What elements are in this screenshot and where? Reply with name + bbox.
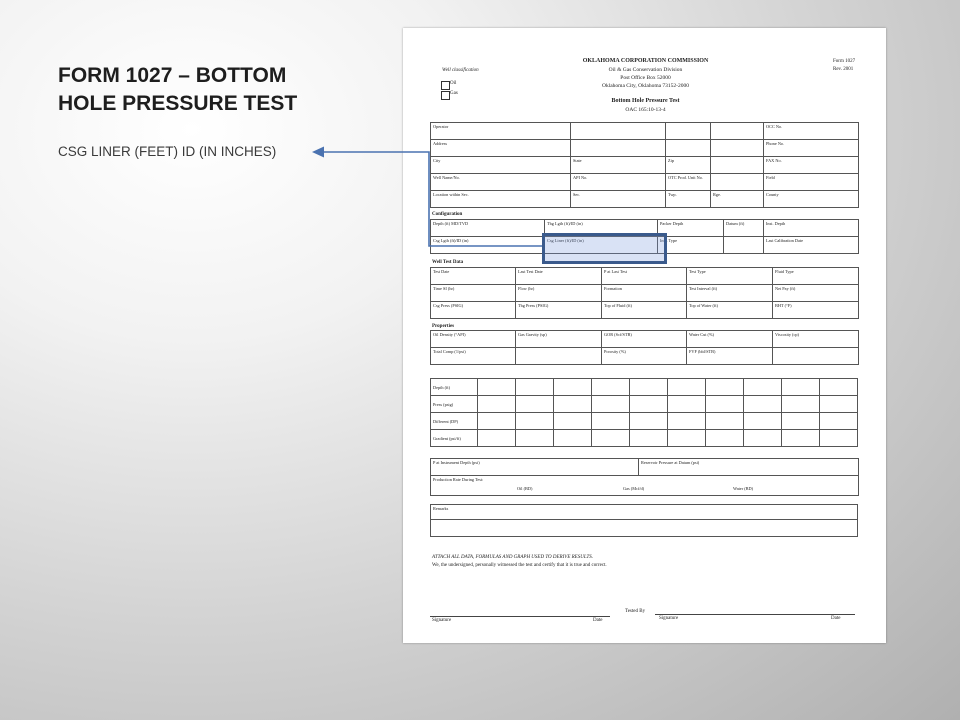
form-field-cell: Last Calibration Date: [764, 237, 859, 254]
remarks-label: Remarks: [431, 505, 858, 520]
form-field-cell: Last Test Date: [516, 268, 602, 285]
callout-arrow-line: [322, 152, 542, 246]
form-field-cell: Sec.: [571, 191, 666, 208]
form-field-cell: Fluid Type: [773, 268, 859, 285]
properties-heading: Properties: [432, 324, 455, 329]
gas-rate-label: Gas (Mcf/d): [623, 486, 645, 491]
callout-arrow-head-icon: [312, 147, 324, 158]
form-field-cell: Depth (ft) MD/TVD: [431, 220, 545, 237]
p-instrument-depth-cell: P at Instrument Depth (psi): [431, 459, 639, 476]
form-field-cell: Test Type: [687, 268, 773, 285]
form-field-cell: P at Last Test: [602, 268, 687, 285]
form-field-cell: Address: [431, 140, 571, 157]
commission-name: OKLAHOMA CORPORATION COMMISSION: [582, 58, 709, 64]
form-field-cell: Field: [764, 174, 859, 191]
form-field-cell: Zip: [666, 157, 711, 174]
water-rate-label: Water (BD): [733, 486, 754, 491]
date-label-right: Date: [831, 616, 841, 621]
oil-rate-label: Oil (BD): [517, 486, 533, 491]
form-field-cell: GOR (Scf/STB): [602, 331, 687, 348]
grid-row-label: Depth (ft): [431, 379, 478, 396]
grid-row-label: Press (psig): [431, 396, 478, 413]
form-field-cell: County: [764, 191, 859, 208]
form-field-cell: Time SI (hr): [431, 285, 516, 302]
form-field-cell: Datum (ft): [724, 220, 764, 237]
form-field-cell: FAX No.: [764, 157, 859, 174]
form-field-cell: Test Interval (ft): [687, 285, 773, 302]
slide-title-line2: HOLE PRESSURE TEST: [58, 92, 298, 115]
form-field-cell: Phone No.: [764, 140, 859, 157]
attach-note: ATTACH ALL DATA, FORMULAS AND GRAPH USED TO DERIVE RESULTS.: [432, 555, 594, 560]
tested-by-label: Tested By: [625, 609, 646, 614]
form-field-cell: API No.: [571, 174, 666, 191]
city-address: Oklahoma City, Oklahoma 73152-2000: [601, 83, 690, 89]
reservoir-pressure-cell: Reservoir Pressure at Datum (psi): [639, 459, 859, 476]
form-field-cell: FVF (bbl/STB): [687, 348, 773, 365]
callout-label: CSG LINER (FEET) ID (IN INCHES): [58, 144, 277, 159]
form-field-cell: Well Name/No.: [431, 174, 571, 191]
production-rate-label: Production Rate During Test:: [433, 477, 484, 482]
form-field-cell: Operator: [431, 123, 571, 140]
gas-label: Gas: [450, 91, 458, 96]
date-label-left: Date: [593, 618, 603, 623]
form-field-cell: Csg Liner (ft)/ID (in): [545, 237, 658, 254]
oil-label: Oil: [450, 81, 457, 86]
certify-statement: We, the undersigned, personally witnessed the test and certify that it is true and correct.: [432, 563, 607, 568]
form-field-cell: Test Date: [431, 268, 516, 285]
form-field-cell: Csg Lgth (ft)/ID (in): [431, 237, 545, 254]
grid-row-label: Gradient (psi/ft): [431, 430, 478, 447]
form-field-cell: Formation: [602, 285, 687, 302]
form-field-cell: Csg Press (PSIG): [431, 302, 516, 319]
slide-title-line1: FORM 1027 – BOTTOM: [58, 64, 287, 87]
form-field-cell: OTC Prod. Unit No.: [666, 174, 711, 191]
form-field-cell: Tbg Press (PSIG): [516, 302, 602, 319]
grid-row-label: Different (DP): [431, 413, 478, 430]
well-classification-label: Well classification: [442, 68, 479, 73]
well-test-heading: Well Test Data: [432, 260, 464, 265]
form-field-cell: OCC No.: [764, 123, 859, 140]
form-field-cell: Flow (hr): [516, 285, 602, 302]
form-field-cell: Twp.: [666, 191, 711, 208]
form-field-cell: Oil Density (°API): [431, 331, 516, 348]
form-field-cell: Inst. Type: [658, 237, 724, 254]
form-field-cell: Packer Depth: [658, 220, 724, 237]
form-field-cell: Gas Gravity (sp): [516, 331, 602, 348]
form-field-cell: Top of Fluid (ft): [602, 302, 687, 319]
form-field-cell: Total Comp (1/psi): [431, 348, 516, 365]
form-field-cell: Water Cut (%): [687, 331, 773, 348]
form-field-cell: Porosity (%): [602, 348, 687, 365]
configuration-heading: Configuration: [432, 212, 463, 217]
form-field-cell: Tbg Lgth (ft)/ID (in): [545, 220, 658, 237]
form-field-cell: Inst. Depth: [764, 220, 859, 237]
form-field-cell: BHT (°F): [773, 302, 859, 319]
po-box: Post Office Box 52000: [620, 75, 671, 81]
oac-reference: OAC 165:10-13-4: [625, 107, 666, 113]
division-name: Oil & Gas Conservation Division: [608, 67, 683, 73]
form-revision: Rev. 2001: [833, 67, 854, 72]
signature-label-right: Signature: [659, 616, 679, 621]
signature-label-left: Signature: [432, 618, 452, 623]
form-field-cell: Net Pay (ft): [773, 285, 859, 302]
form-field-cell: State: [571, 157, 666, 174]
form-number: Form 1027: [833, 59, 856, 64]
form-title: Bottom Hole Pressure Test: [611, 98, 680, 104]
form-field-cell: Viscosity (cp): [773, 331, 859, 348]
form-field-cell: Location within Sec.: [431, 191, 571, 208]
form-field-cell: Top of Water (ft): [687, 302, 773, 319]
form-field-cell: Rge.: [711, 191, 764, 208]
form-field-cell: City: [431, 157, 571, 174]
